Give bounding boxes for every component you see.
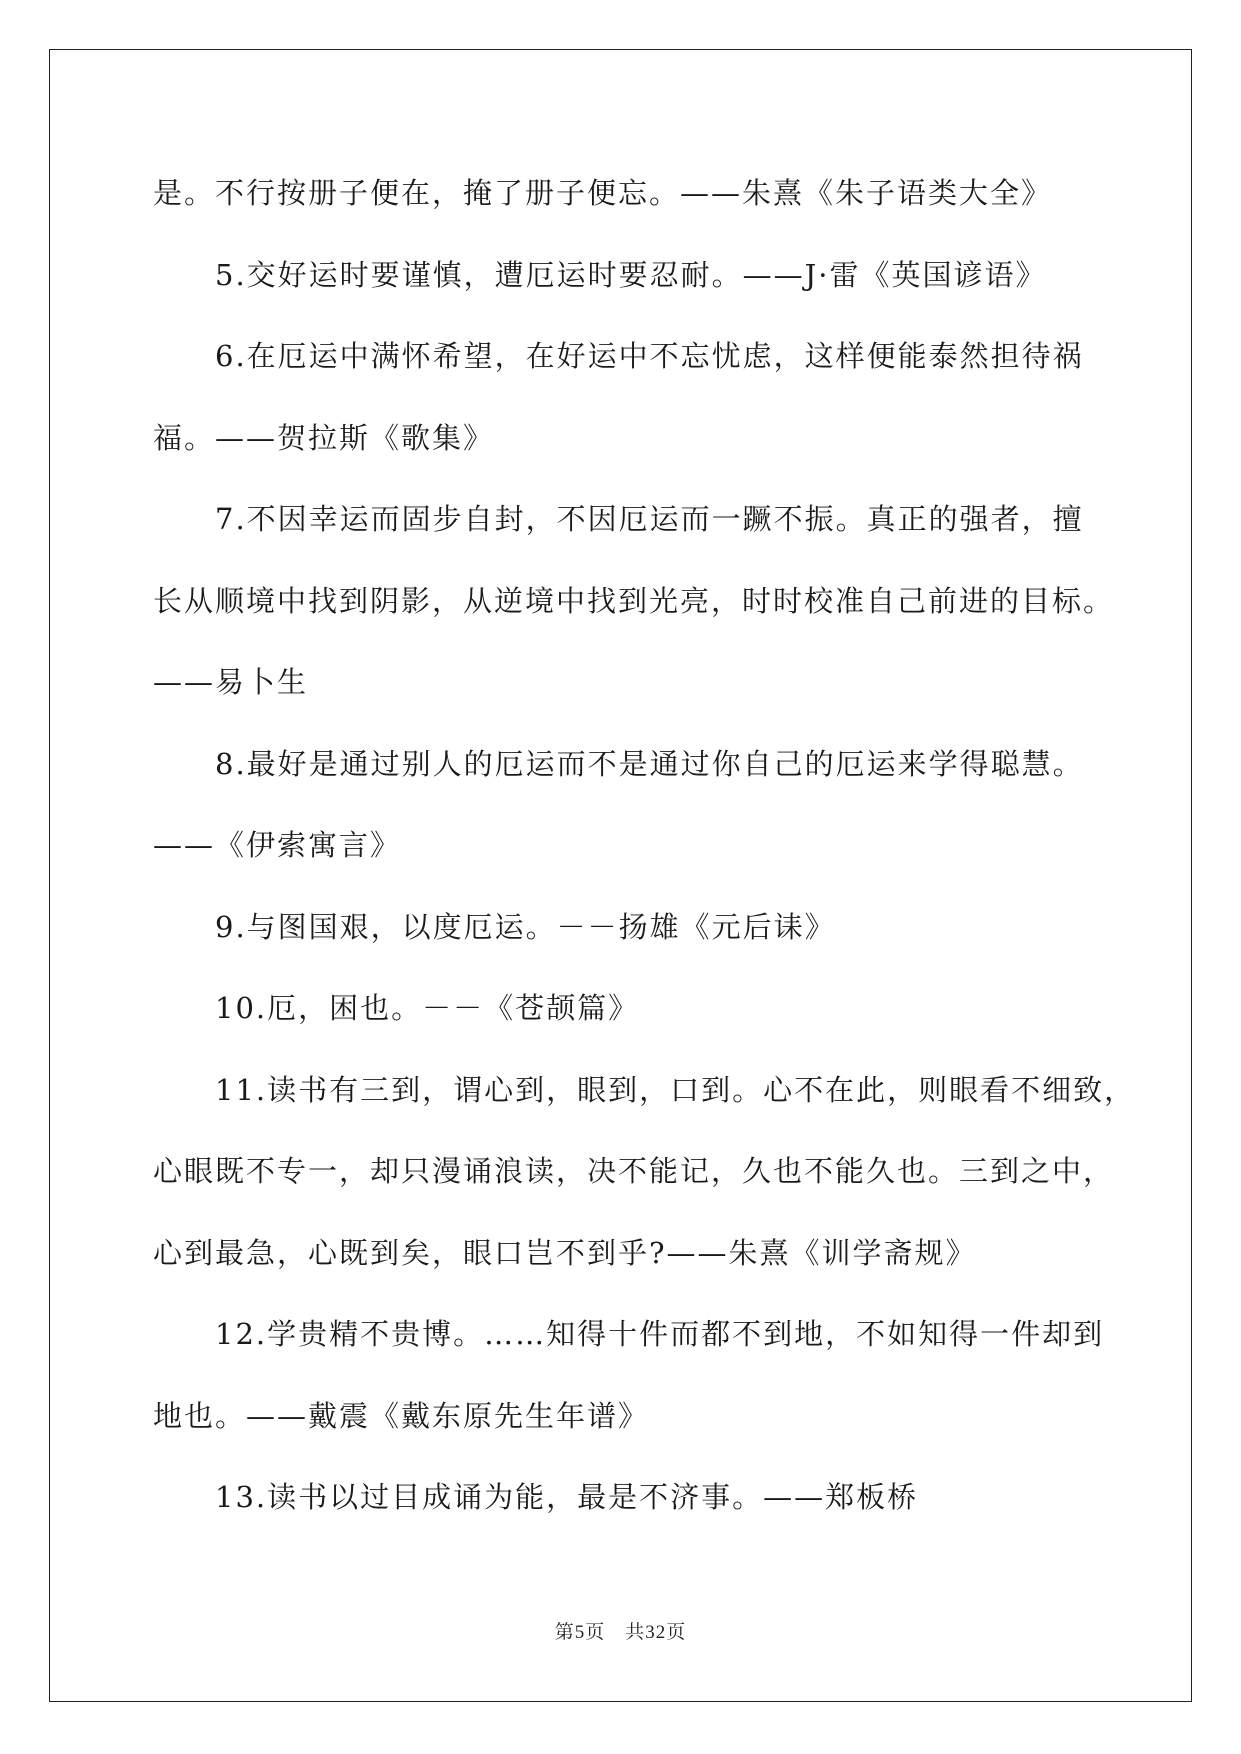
page-prefix: 第 [554, 1621, 575, 1643]
page-suffix: 页 [585, 1621, 606, 1643]
quote-7-author: ——易卜生 [153, 665, 309, 699]
total-suffix: 页 [666, 1621, 687, 1643]
total-prefix: 共 [625, 1621, 646, 1643]
quote-13: 13.读书以过目成诵为能，最是不济事。——郑板桥 [215, 1480, 919, 1514]
quote-8-source: ——《伊索寓言》 [153, 828, 402, 862]
quote-5: 5.交好运时要谨慎，遭厄运时要忍耐。——J·雷《英国谚语》 [215, 257, 1047, 292]
quote-10: 10.厄，困也。－－《苍颉篇》 [215, 991, 640, 1025]
quote-9: 9.与图国艰，以度厄运。－－扬雄《元后诔》 [215, 909, 836, 944]
page-number: 5 [574, 1622, 586, 1643]
quote-6: 6.在厄运中满怀希望，在好运中不忘忧虑，这样便能泰然担待祸 [215, 339, 1084, 373]
quote-7-cont: 长从顺境中找到阴影，从逆境中找到光亮，时时校准自己前进的目标。 [153, 583, 1115, 618]
page-footer [0, 1617, 1241, 1644]
quote-7: 7.不因幸运而固步自封，不因厄运而一蹶不振。真正的强者，擅 [215, 502, 1084, 536]
quote-11: 11.读书有三到，谓心到，眼到，口到。心不在此，则眼看不细致， [215, 1072, 1136, 1107]
quote-12: 12.学贵精不贵博。……知得十件而都不到地，不如知得一件却到 [215, 1317, 1105, 1351]
quote-6-cont: 福。——贺拉斯《歌集》 [153, 420, 495, 455]
quote-12-cont: 地也。——戴震《戴东原先生年谱》 [153, 1398, 650, 1433]
quote-8: 8.最好是通过别人的厄运而不是通过你自己的厄运来学得聪慧。 [215, 746, 1084, 781]
quote-11-cont-1: 心眼既不专一，却只漫诵浪读，决不能记，久也不能久也。三到之中， [153, 1154, 1115, 1188]
total-pages: 32 [645, 1622, 667, 1643]
document-body [153, 163, 1136, 1549]
text-line-1: 是。不行按册子便在，掩了册子便忘。——朱熹《朱子语类大全》 [153, 176, 1053, 210]
quote-11-cont-2: 心到最急，心既到矣，眼口岂不到乎?——朱熹《训学斋规》 [153, 1235, 977, 1270]
